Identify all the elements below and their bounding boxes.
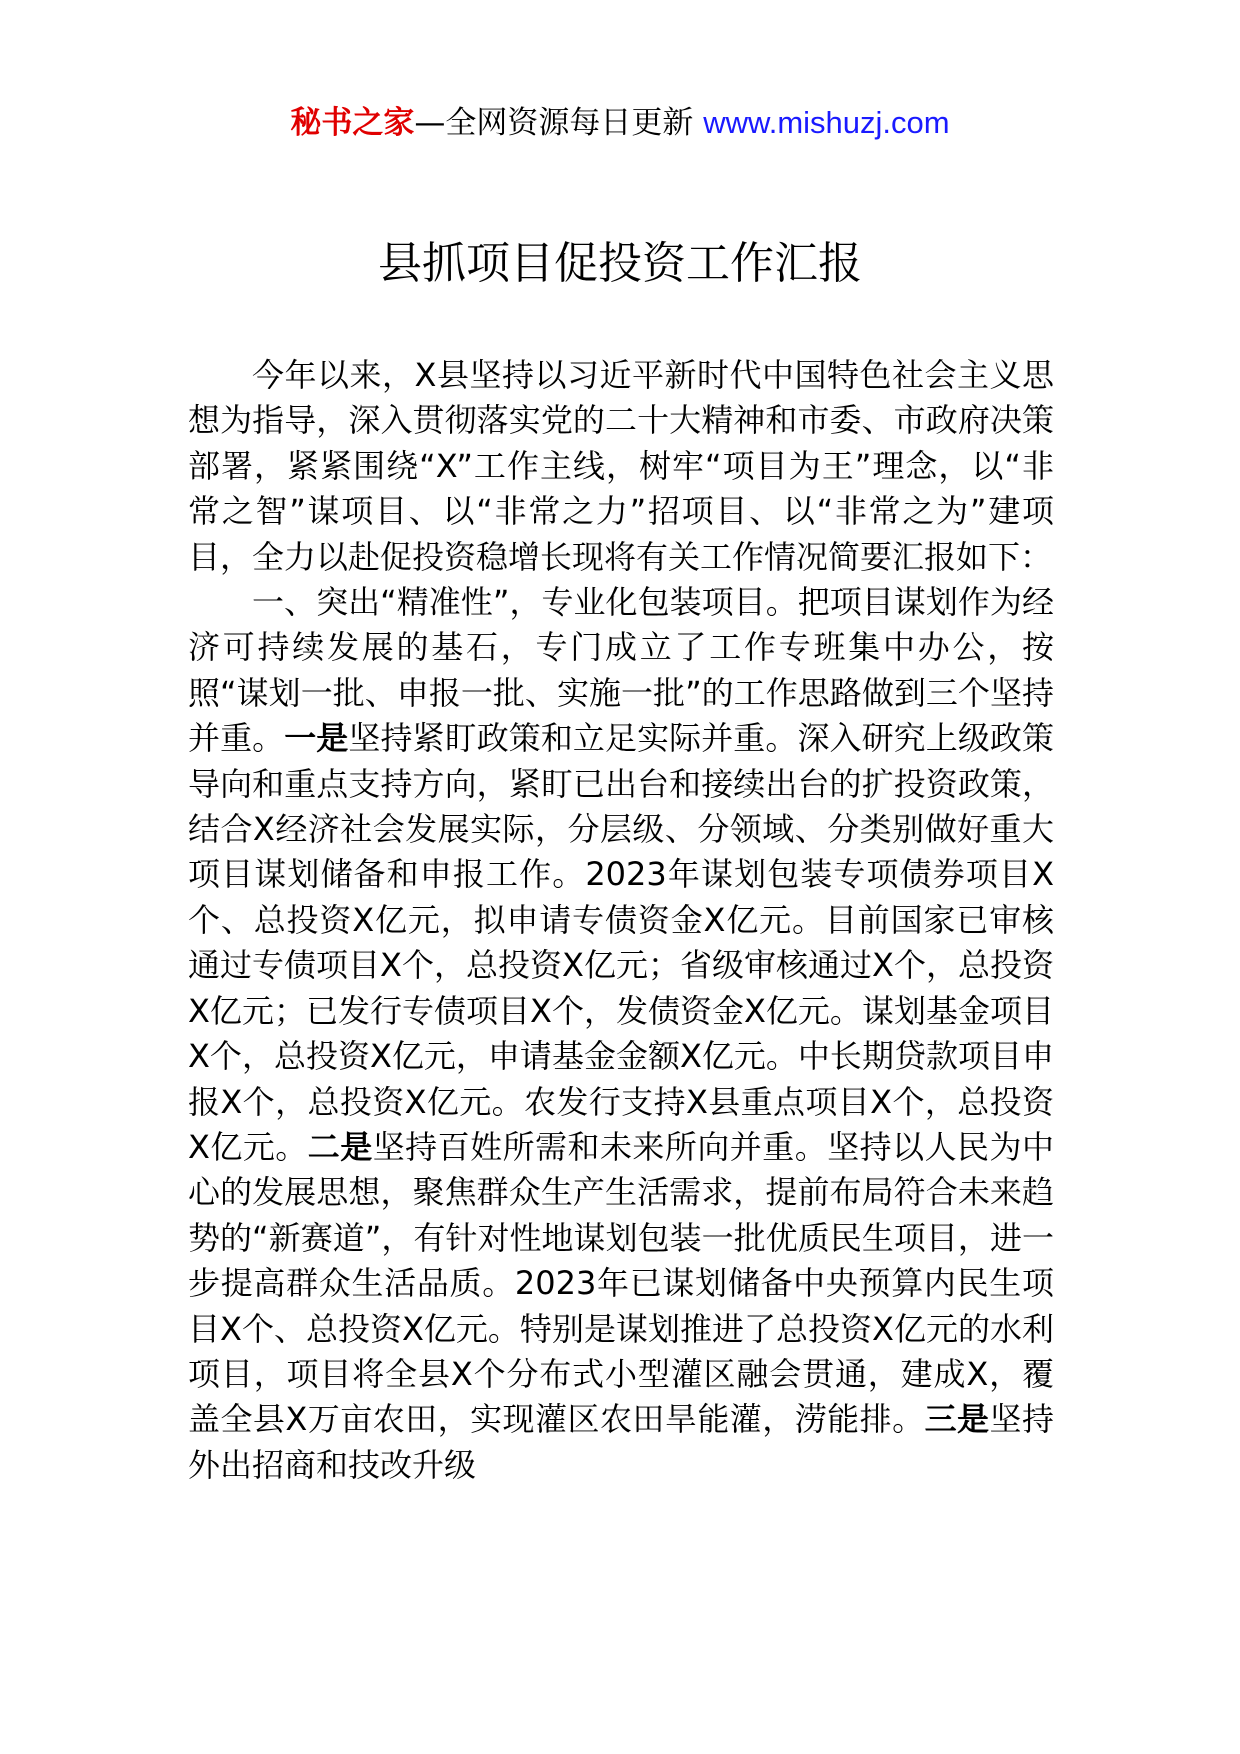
site-url-link[interactable]: www.mishuzj.com	[703, 105, 950, 140]
site-header	[0, 100, 1240, 146]
section-1-text-a: 专业化包装项目。把项目谋划作为经济可持续发展的基石，专门成立了工作专班集中办公，按照“谋划一批、申报一批、实施一批”的工作思路做到三个坚持并重。	[188, 583, 1054, 758]
intro-paragraph: 今年以来，X县坚持以习近平新时代中国特色社会主义思想为指导，深入贯彻落实党的二十大精神和市委、市政府决策部署，紧紧围绕“X”工作主线，树牢“项目为王”理念，以“非常之智”谋项目、以“非常之力”招项目、以“非常之为”建项目，全力以赴促投资稳增长现将有关工作情况简要汇报如下：	[188, 356, 1054, 576]
lead-word-3: 三是	[924, 1400, 990, 1439]
lead-word-2: 二是	[307, 1127, 373, 1166]
brand-name: 秘书之家	[290, 105, 415, 141]
section-1-text-d: 坚持外出招商和技改升级	[188, 1400, 1054, 1484]
section-1-text-b: 坚持紧盯政策和立足实际并重。深入研究上级政策导向和重点支持方向，紧盯已出台和接续出台的扩投资政策，结合X经济社会发展实际，分层级、分领域、分类别做好重大项目谋划储备和申报工作。2023年谋划包装专项债券项目X个、总投资X亿元，拟申请专债资金X亿元。目前国家已审核通过专债项目X个，总投资X亿元；省级审核通过X个，总投资X亿元；已发行专债项目X个，发债资金X亿元。谋划基金项目X个，总投资X亿元，申请基金金额X亿元。中长期贷款项目申报X个，总投资X亿元。农发行支持X县重点项目X个，总投资X亿元。	[188, 719, 1054, 1166]
section-1-heading: 一、突出“精准性”，	[252, 583, 542, 622]
header-slogan: —全网资源每日更新	[414, 105, 704, 141]
section-1-paragraph	[188, 580, 1054, 1488]
document-title: 县抓项目促投资工作汇报	[378, 238, 862, 289]
document-body	[188, 353, 1054, 1488]
lead-word-1: 一是	[284, 719, 349, 758]
section-1-text-c: 坚持百姓所需和未来所向并重。坚持以人民为中心的发展思想，聚焦群众生产生活需求，提前布局符合未来趋势的“新赛道”，有针对性地谋划包装一批优质民生项目，进一步提高群众生活品质。2023年已谋划储备中央预算内民生项目X个、总投资X亿元。特别是谋划推进了总投资X亿元的水利项目，项目将全县X个分布式小型灌区融会贯通，建成X，覆盖全县X万亩农田，实现灌区农田旱能灌，涝能排。	[188, 1127, 1054, 1439]
